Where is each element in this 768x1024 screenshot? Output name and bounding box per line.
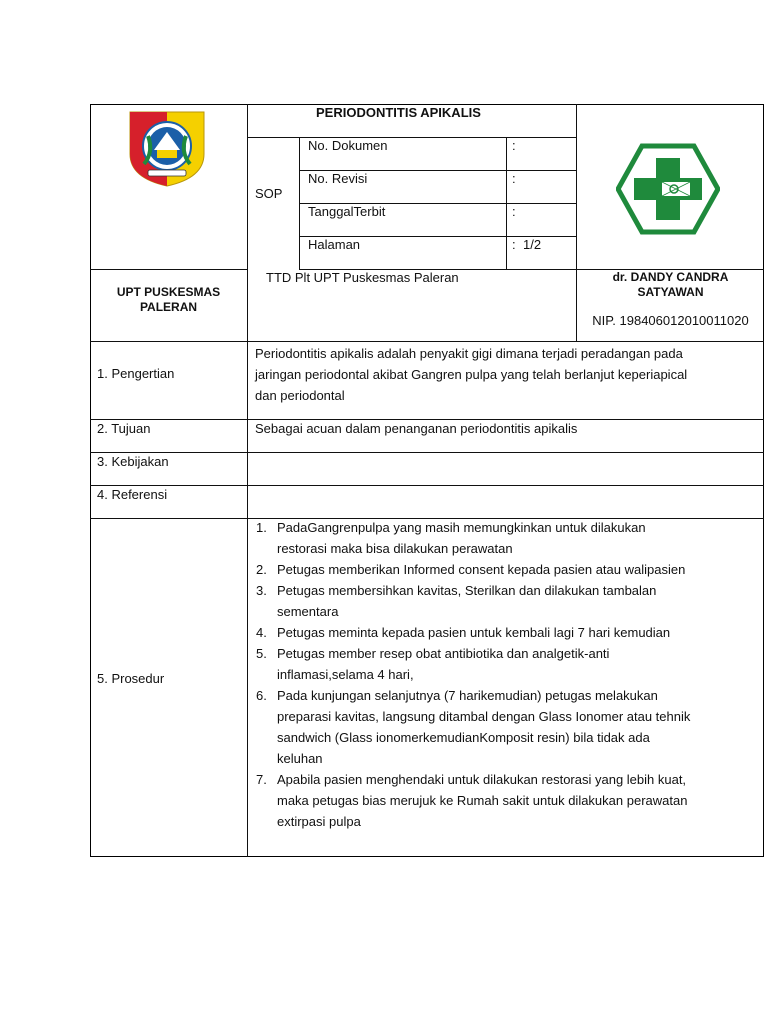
meta-sep-no-dokumen: :	[512, 138, 516, 153]
step-number: 1.	[256, 520, 267, 535]
step-line: Pada kunjungan selanjutnya (7 harikemudian) petugas melakukan	[277, 688, 658, 703]
prosedur-step-1	[248, 517, 758, 559]
step-line: Petugas member resep obat antibiotika dan analgetik-anti	[277, 646, 610, 661]
border-left	[90, 104, 91, 857]
sop-document	[90, 104, 764, 857]
border-bottom	[90, 856, 764, 857]
meta-sep-tanggal-terbit: :	[512, 204, 516, 219]
section-label-prosedur: 5. Prosedur	[97, 671, 165, 686]
step-number: 4.	[256, 625, 267, 640]
signer-name-line1: dr. DANDY CANDRA	[612, 270, 729, 284]
meta-label-tanggal-terbit: TanggalTerbit	[308, 204, 386, 219]
step-line: sementara	[277, 604, 339, 619]
meta-value-halaman: 1/2	[523, 237, 542, 252]
signer-nip: NIP. 198406012010011020	[592, 313, 749, 328]
prosedur-step-3	[248, 580, 758, 622]
step-line: Petugas memberikan Informed consent kepada pasien atau walipasien	[277, 562, 686, 577]
section-label-kebijakan: 3. Kebijakan	[97, 454, 169, 469]
step-number: 3.	[256, 583, 267, 598]
meta-label-no-revisi: No. Revisi	[308, 171, 368, 186]
pengertian-line: dan periodontal	[255, 388, 345, 403]
step-line: Petugas membersihkan kavitas, Sterilkan dan dilakukan tambalan	[277, 583, 657, 598]
step-line: maka petugas bias merujuk ke Rumah sakit untuk dilakukan perawatan	[277, 793, 688, 808]
border-right	[763, 104, 764, 857]
step-line: PadaGangrenpulpa yang masih memungkinkan untuk dilakukan	[277, 520, 646, 535]
org-name-line2: PALERAN	[139, 300, 198, 314]
step-line: inflamasi,selama 4 hari,	[277, 667, 414, 682]
step-line: preparasi kavitas, langsung ditambal dengan Glass Ionomer atau tehnik	[277, 709, 691, 724]
step-number: 5.	[256, 646, 267, 661]
title-underline	[247, 137, 577, 138]
step-line: Petugas meminta kepada pasien untuk kembali lagi 7 hari kemudian	[277, 625, 671, 640]
row-line-2	[90, 419, 764, 420]
section-label-tujuan: 2. Tujuan	[97, 421, 151, 436]
prosedur-step-6	[248, 685, 758, 769]
prosedur-steps	[248, 517, 758, 832]
row-line-1	[90, 341, 764, 342]
org-name-line1: UPT PUSKESMAS	[116, 285, 221, 299]
logo-cell-bottom	[90, 269, 247, 270]
ttd-label: TTD Plt UPT Puskesmas Paleran	[266, 270, 459, 285]
prosedur-step-7	[248, 769, 758, 832]
prosedur-step-5	[248, 643, 758, 685]
step-line: restorasi maka bisa dilakukan perawatan	[277, 541, 513, 556]
header-right-divider	[576, 104, 577, 341]
section-label-referensi: 4. Referensi	[97, 487, 168, 502]
signer-name-line2: SATYAWAN	[637, 285, 704, 299]
step-line: sandwich (Glass ionomerkemudianKomposit resin) bila tidak ada	[277, 730, 650, 745]
sop-label: SOP	[255, 186, 283, 201]
step-line: keluhan	[277, 751, 323, 766]
section-label-pengertian: 1. Pengertian	[97, 366, 175, 381]
step-line: Apabila pasien menghendaki untuk dilakukan restorasi yang lebih kuat,	[277, 772, 687, 787]
prosedur-step-2	[248, 559, 758, 580]
meta-sep-no-revisi: :	[512, 171, 516, 186]
meta-sep-halaman: :	[512, 237, 516, 252]
prosedur-step-4	[248, 622, 758, 643]
document-title: PERIODONTITIS APIKALIS	[316, 105, 481, 120]
row-line-3	[90, 452, 764, 453]
step-number: 7.	[256, 772, 267, 787]
pengertian-line: Periodontitis apikalis adalah penyakit gigi dimana terjadi peradangan pada	[255, 346, 683, 361]
meta-label-no-dokumen: No. Dokumen	[308, 138, 388, 153]
step-number: 6.	[256, 688, 267, 703]
step-line: extirpasi pulpa	[277, 814, 361, 829]
pengertian-line: jaringan periodontal akibat Gangren pulpa yang telah berlanjut keperiapical	[255, 367, 688, 382]
puskesmas-logo	[616, 142, 720, 236]
regional-emblem-logo	[124, 108, 210, 188]
pengertian-text	[255, 343, 757, 406]
tujuan-text: Sebagai acuan dalam penanganan periodontitis apikalis	[255, 421, 578, 436]
step-number: 2.	[256, 562, 267, 577]
row-line-4	[90, 485, 764, 486]
meta-label-halaman: Halaman	[308, 237, 361, 252]
